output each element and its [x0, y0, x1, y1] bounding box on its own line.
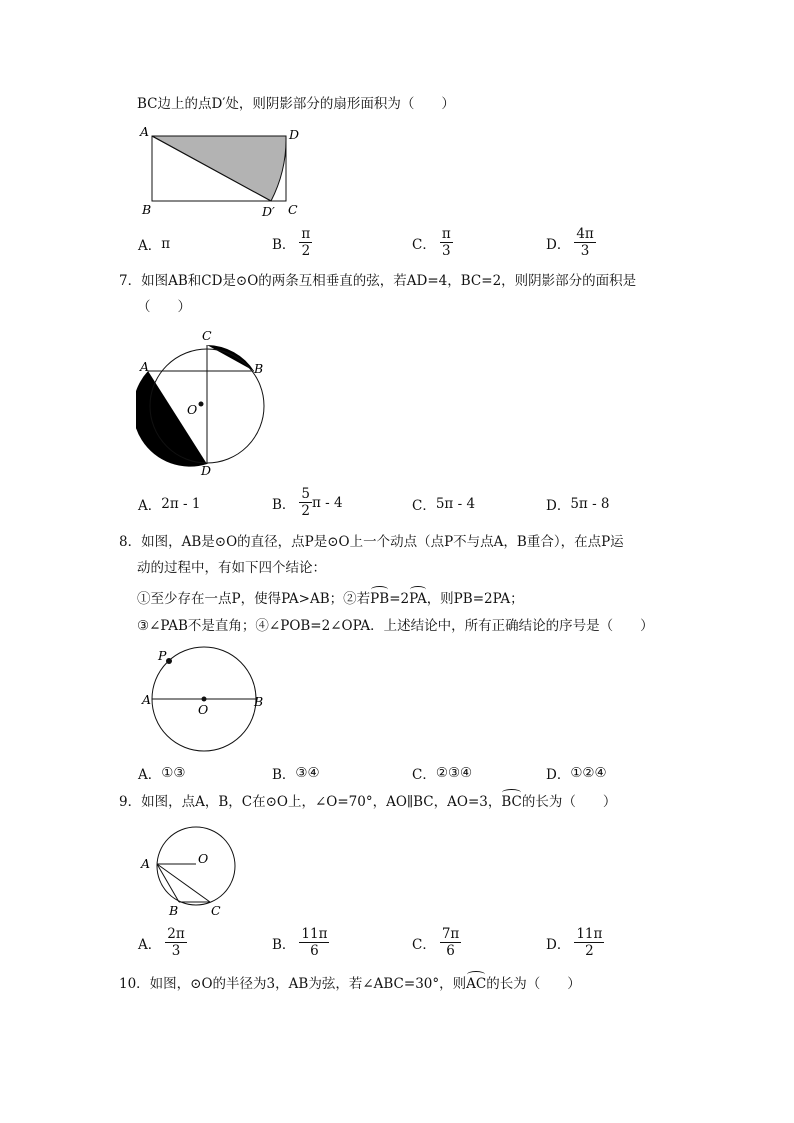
q8-option-c[interactable] — [412, 763, 472, 783]
q8-option-a[interactable] — [138, 763, 185, 783]
q7-shaded-top — [207, 345, 254, 371]
arc-ac: AC — [466, 976, 487, 992]
option-key: A． — [138, 498, 162, 514]
arc-bc: BC — [501, 794, 522, 810]
option-fraction: $\frac{\pi}{3}$ — [441, 226, 451, 259]
q9-option-a[interactable] — [138, 926, 187, 959]
q9-label-c: C — [211, 903, 221, 918]
q8-line4: ③∠PAB不是直角；④∠POB=2∠OPA．上述结论中，所有正确结论的序号是（ ） — [137, 618, 654, 634]
option-value: ③④ — [295, 765, 320, 781]
option-suffix: π - 4 — [312, 494, 343, 511]
q8-line3-part2: =2 — [389, 591, 410, 607]
option-key: C． — [412, 936, 436, 953]
q8-label-b: B — [254, 694, 264, 709]
q8-line3-part1: ①至少存在一点P，使得PA>AB；②若 — [137, 591, 371, 607]
q7-label-a: A — [140, 359, 150, 374]
q7-figure — [136, 326, 276, 476]
q9-label-o: O — [198, 851, 209, 866]
q6-option-a[interactable] — [138, 234, 170, 254]
q7-option-a[interactable] — [138, 494, 200, 514]
q8-line2: 动的过程中，有如下四个结论： — [137, 560, 326, 576]
q8-label-p: P — [158, 648, 167, 663]
option-key: B． — [272, 496, 296, 513]
q8-line3 — [137, 590, 524, 608]
q9-line1-part2: 的长为（ ） — [521, 794, 617, 810]
option-key: D． — [546, 498, 571, 514]
q7-option-d[interactable] — [546, 494, 610, 514]
q9-figure — [138, 818, 248, 920]
option-key: B． — [272, 236, 296, 253]
option-fraction: $\frac{7\pi}{6}$ — [441, 926, 460, 959]
q6-label-a: A — [140, 124, 150, 139]
q7-shaded-left — [136, 371, 207, 467]
option-key: C． — [412, 767, 436, 783]
q9-option-d[interactable] — [546, 926, 604, 959]
q7-label-d: D — [201, 463, 212, 476]
q8-line1: 8．如图，AB是⊙O的直径，点P是⊙O上一个动点（点P不与点A，B重合），在点P运 — [119, 534, 624, 550]
q9-label-a: A — [141, 856, 151, 871]
option-key: A． — [138, 238, 162, 254]
q6-shaded-sector — [152, 136, 286, 201]
q10-line1-part1: 10．如图，⊙O的半径为3，AB为弦，若∠ABC=30°，则 — [119, 976, 467, 992]
q9-option-c[interactable] — [412, 926, 461, 959]
q8-label-a: A — [142, 692, 152, 707]
q8-option-d[interactable] — [546, 763, 607, 783]
option-fraction: $\frac{11\pi}{6}$ — [301, 926, 328, 959]
option-key: D． — [546, 936, 571, 953]
option-key: B． — [272, 936, 296, 953]
q9-option-b[interactable] — [272, 926, 329, 959]
option-fraction: $\frac{2\pi}{3}$ — [167, 926, 185, 959]
option-key: D． — [546, 767, 571, 783]
q6-label-b: B — [142, 202, 152, 217]
option-fraction: $\frac{\pi}{2}$ — [301, 226, 311, 259]
q6-label-d: D — [289, 127, 300, 142]
q6-figure — [138, 122, 308, 222]
q9-line1-part1: 9．如图，点A，B，C在⊙O上，∠O=70°，AO∥BC，AO=3， — [119, 794, 502, 810]
q7-label-o: O — [187, 402, 198, 417]
option-value: ①②④ — [570, 765, 607, 781]
q6-option-b[interactable] — [272, 226, 312, 259]
q8-label-o: O — [198, 702, 209, 717]
q10-line1 — [119, 975, 581, 993]
arc-pa: PA — [409, 591, 427, 607]
option-value: 5π - 8 — [570, 496, 610, 512]
q6-option-c[interactable] — [412, 226, 453, 259]
q7-label-c: C — [202, 328, 212, 343]
option-value: ①③ — [161, 765, 186, 781]
option-key: B． — [272, 767, 296, 783]
q6-option-d[interactable] — [546, 226, 596, 259]
q6-text: BC边上的点D′处，则阴影部分的扇形面积为（ ） — [137, 96, 455, 112]
q8-figure — [138, 645, 272, 755]
q7-line2: （ ） — [137, 299, 191, 315]
option-value: 2π - 1 — [161, 496, 201, 512]
q7-label-b: B — [254, 361, 264, 376]
option-key: C． — [412, 236, 436, 253]
arc-pb: PB — [370, 591, 390, 607]
q7-line1: 7．如图AB和CD是⊙O的两条互相垂直的弦，若AD=4，BC=2，则阴影部分的面积是 — [119, 273, 637, 289]
option-fraction: $\frac{11\pi}{2}$ — [576, 926, 603, 959]
q10-line1-part2: 的长为（ ） — [486, 976, 581, 992]
option-fraction: $\frac{4\pi}{3}$ — [576, 226, 594, 259]
option-key: C． — [412, 498, 436, 514]
q6-label-dprime: D′ — [262, 204, 275, 219]
q8-option-b[interactable] — [272, 763, 320, 783]
q7-option-b[interactable] — [272, 486, 343, 519]
option-fraction: $\frac{5}{2}$ — [301, 486, 311, 519]
q6-label-c: C — [288, 202, 298, 217]
q7-option-c[interactable] — [412, 494, 475, 514]
option-value: π — [161, 236, 171, 252]
option-value: ②③④ — [435, 765, 473, 781]
option-key: D． — [546, 236, 571, 253]
option-key: A． — [138, 936, 162, 953]
q9-line1 — [119, 793, 616, 811]
option-key: A． — [138, 767, 162, 783]
q9-label-b: B — [169, 903, 179, 918]
q8-line3-part3: ，则PB=2PA； — [426, 591, 524, 607]
q9-circle — [157, 827, 235, 905]
option-value: 5π - 4 — [435, 496, 476, 512]
